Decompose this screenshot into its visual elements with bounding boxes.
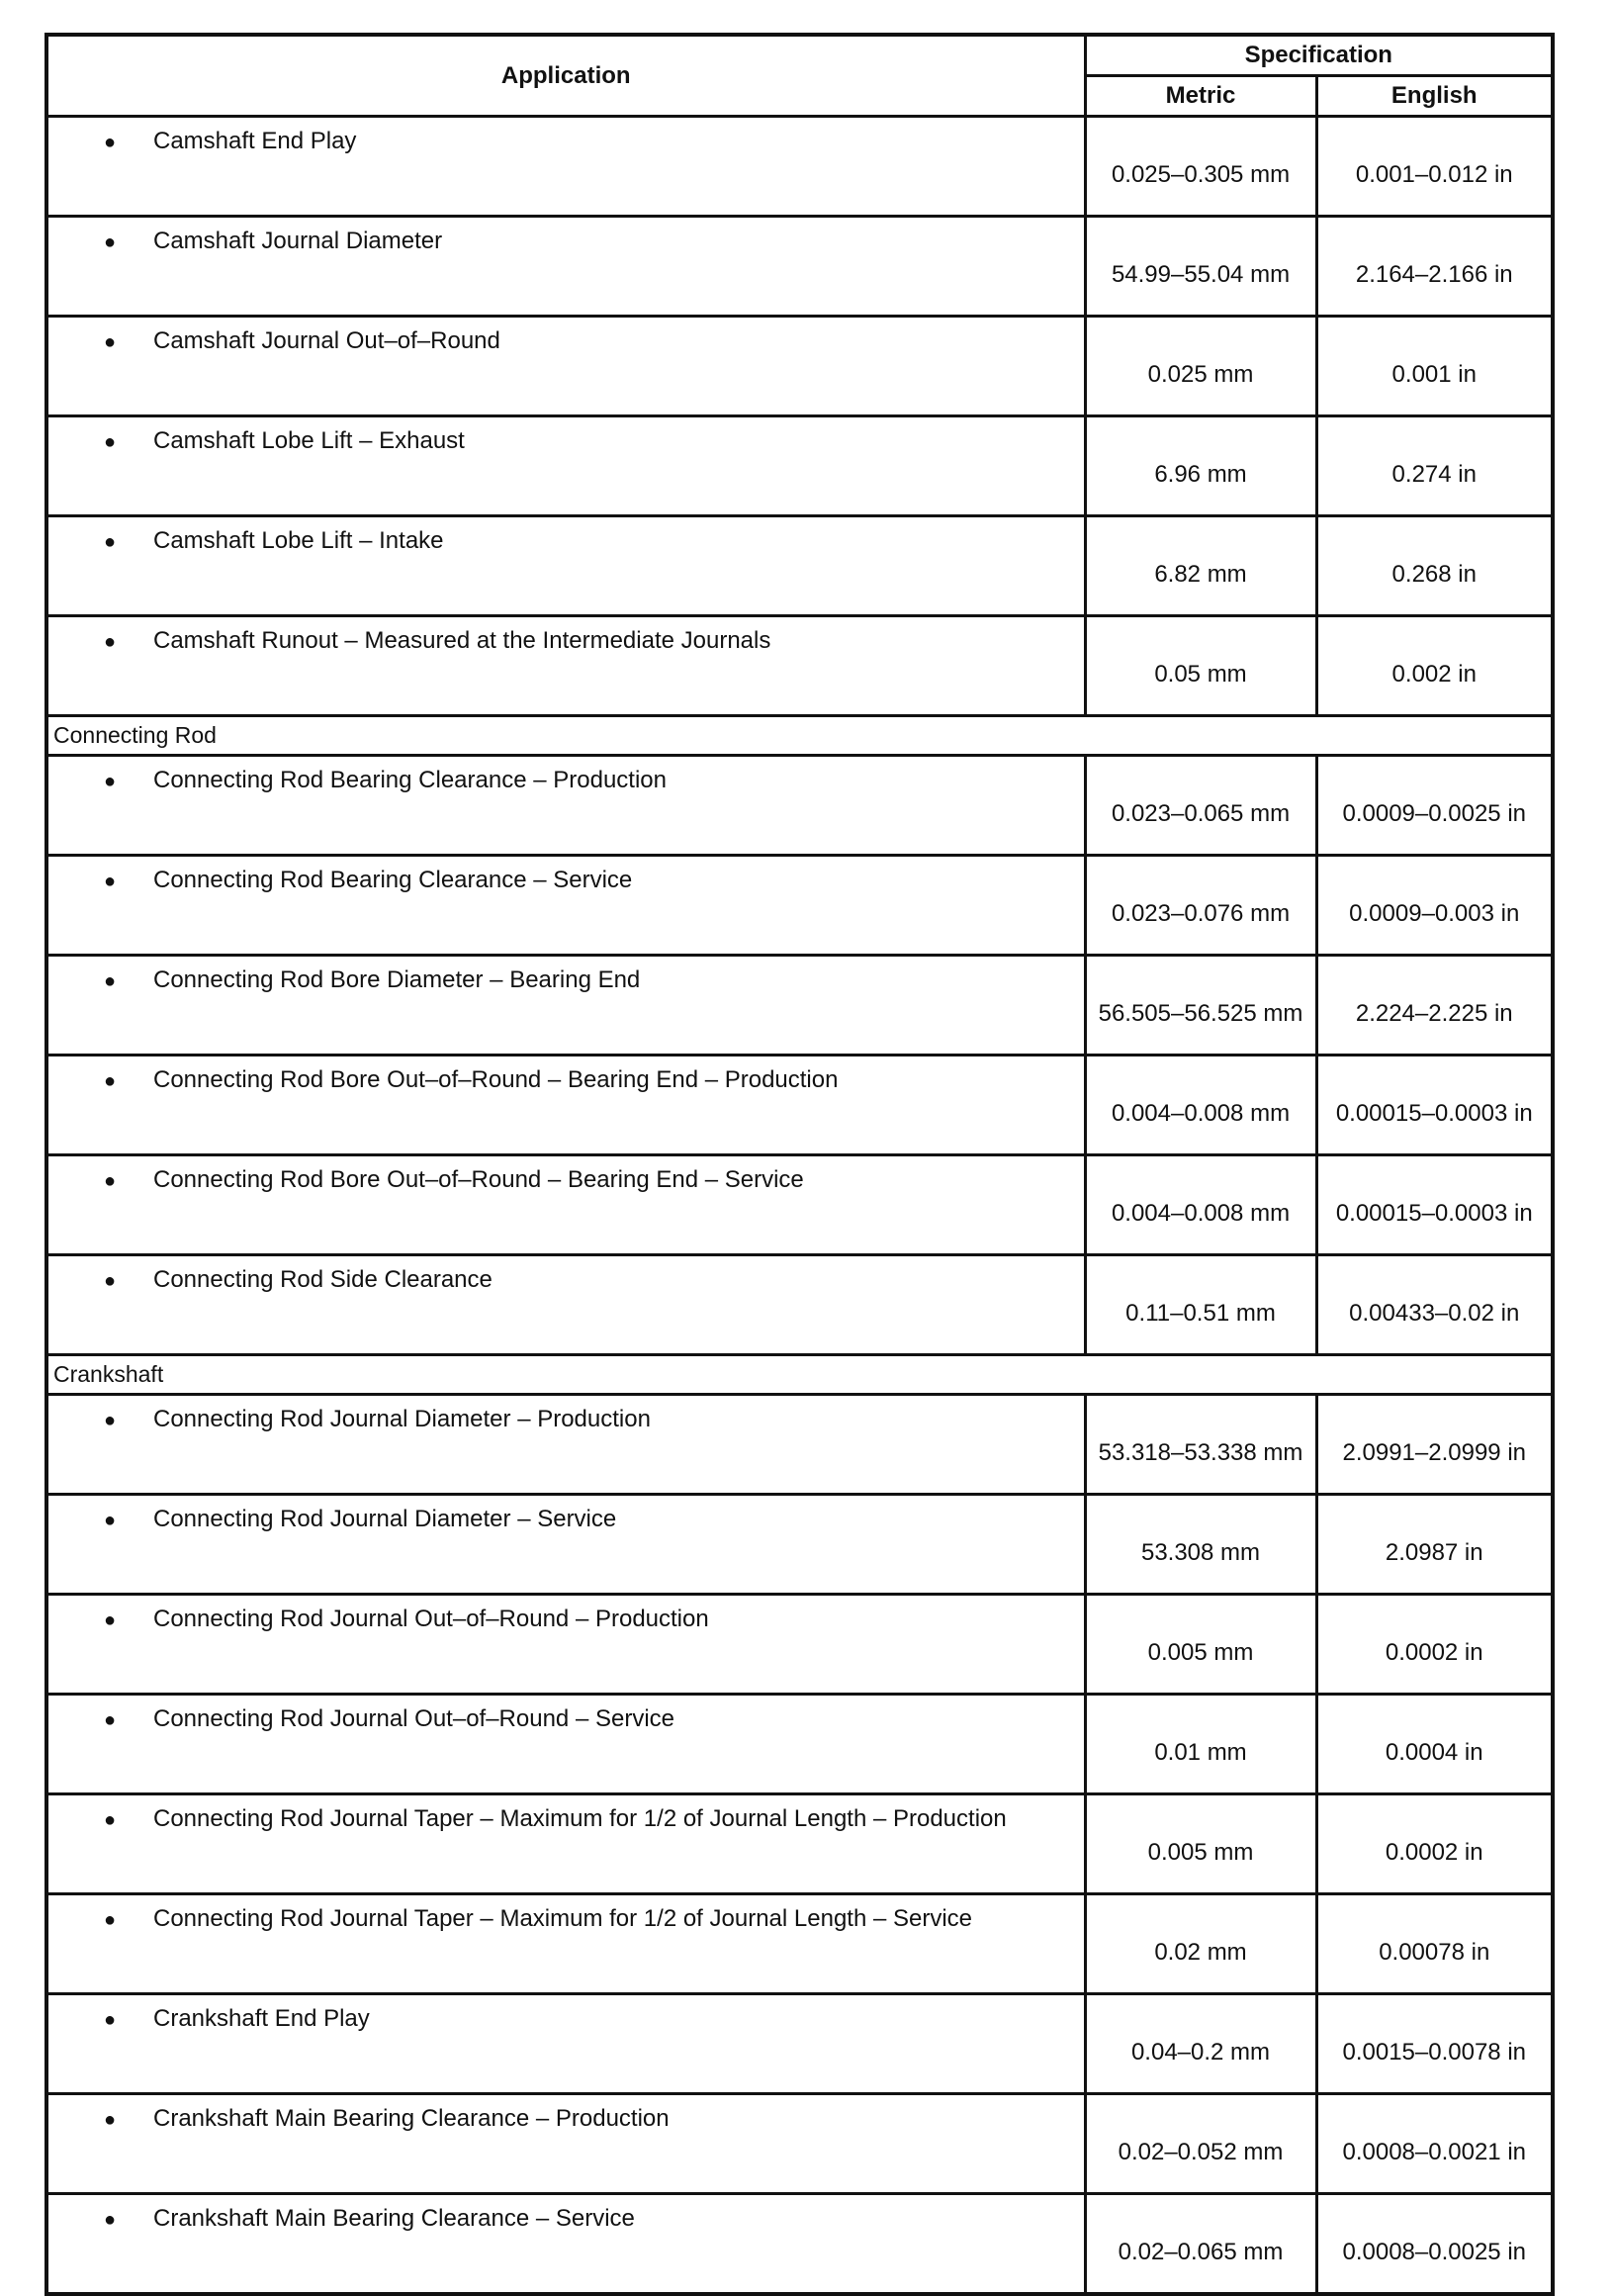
- bullet-icon: ●: [103, 331, 117, 353]
- application-cell: [46, 1255, 1085, 1355]
- application-cell: [46, 1794, 1085, 1894]
- bullet-icon: ●: [103, 1170, 117, 1192]
- table-row: [46, 2094, 1553, 2194]
- table-body: [46, 117, 1553, 2295]
- application-cell: [46, 1695, 1085, 1794]
- metric-value: 0.005 mm: [1085, 1595, 1316, 1695]
- application-label: Camshaft Lobe Lift – Intake: [153, 527, 444, 554]
- application-header: Application: [46, 35, 1085, 117]
- metric-value: 54.99–55.04 mm: [1085, 217, 1316, 317]
- metric-value: 0.04–0.2 mm: [1085, 1994, 1316, 2094]
- metric-value: 6.82 mm: [1085, 516, 1316, 616]
- english-value: 0.274 in: [1316, 416, 1553, 516]
- application-cell: [46, 1056, 1085, 1155]
- table-row: [46, 1395, 1553, 1495]
- application-cell: [46, 2194, 1085, 2295]
- metric-value: 53.318–53.338 mm: [1085, 1395, 1316, 1495]
- specification-header: Specification: [1085, 35, 1553, 76]
- application-cell: [46, 317, 1085, 416]
- bullet-icon: ●: [103, 1609, 117, 1631]
- bullet-icon: ●: [103, 2209, 117, 2231]
- header-row-top: [46, 35, 1553, 76]
- bullet-icon: ●: [103, 1909, 117, 1931]
- metric-value: 0.025–0.305 mm: [1085, 117, 1316, 217]
- application-label: Connecting Rod Journal Diameter – Production: [153, 1406, 651, 1432]
- table-row: [46, 1994, 1553, 2094]
- english-value: 0.0004 in: [1316, 1695, 1553, 1794]
- application-label: Connecting Rod Journal Out–of–Round – Service: [153, 1705, 674, 1732]
- english-value: 0.002 in: [1316, 616, 1553, 716]
- application-cell: [46, 616, 1085, 716]
- bullet-icon: ●: [103, 970, 117, 992]
- bullet-icon: ●: [103, 1510, 117, 1531]
- application-label: Connecting Rod Side Clearance: [153, 1266, 493, 1293]
- application-cell: [46, 1395, 1085, 1495]
- table-row: [46, 1495, 1553, 1595]
- english-value: 2.164–2.166 in: [1316, 217, 1553, 317]
- english-value: 0.0002 in: [1316, 1794, 1553, 1894]
- english-value: 2.0987 in: [1316, 1495, 1553, 1595]
- english-value: 0.0008–0.0021 in: [1316, 2094, 1553, 2194]
- spec-table: [45, 33, 1555, 2296]
- metric-value: 0.023–0.076 mm: [1085, 856, 1316, 956]
- english-value: 0.0015–0.0078 in: [1316, 1994, 1553, 2094]
- application-cell: [46, 756, 1085, 856]
- metric-value: 0.004–0.008 mm: [1085, 1056, 1316, 1155]
- bullet-icon: ●: [103, 1070, 117, 1092]
- metric-value: 0.005 mm: [1085, 1794, 1316, 1894]
- bullet-icon: ●: [103, 2109, 117, 2131]
- metric-value: 56.505–56.525 mm: [1085, 956, 1316, 1056]
- application-label: Camshaft Runout – Measured at the Intermediate Journals: [153, 627, 771, 654]
- application-cell: [46, 956, 1085, 1056]
- application-label: Connecting Rod Bearing Clearance – Production: [153, 767, 667, 793]
- application-label: Connecting Rod Bore Out–of–Round – Bearing End – Production: [153, 1066, 839, 1093]
- table-row: [46, 416, 1553, 516]
- bullet-icon: ●: [103, 231, 117, 253]
- section-row: [46, 1355, 1553, 1395]
- application-cell: [46, 416, 1085, 516]
- application-label: Connecting Rod Journal Taper – Maximum for 1/2 of Journal Length – Service: [153, 1905, 973, 1932]
- application-cell: [46, 1595, 1085, 1695]
- english-value: 2.0991–2.0999 in: [1316, 1395, 1553, 1495]
- english-value: 0.00015–0.0003 in: [1316, 1056, 1553, 1155]
- english-value: 0.268 in: [1316, 516, 1553, 616]
- metric-value: 0.11–0.51 mm: [1085, 1255, 1316, 1355]
- metric-value: 6.96 mm: [1085, 416, 1316, 516]
- metric-value: 0.004–0.008 mm: [1085, 1155, 1316, 1255]
- metric-value: 0.02 mm: [1085, 1894, 1316, 1994]
- table-row: [46, 1155, 1553, 1255]
- bullet-icon: ●: [103, 1410, 117, 1431]
- english-value: 0.00433–0.02 in: [1316, 1255, 1553, 1355]
- application-cell: [46, 1155, 1085, 1255]
- application-label: Camshaft Lobe Lift – Exhaust: [153, 427, 465, 454]
- bullet-icon: ●: [103, 531, 117, 553]
- application-label: Crankshaft End Play: [153, 2005, 370, 2032]
- bullet-icon: ●: [103, 771, 117, 792]
- english-value: 0.00015–0.0003 in: [1316, 1155, 1553, 1255]
- english-value: 0.0009–0.003 in: [1316, 856, 1553, 956]
- application-cell: [46, 856, 1085, 956]
- application-label: Camshaft End Play: [153, 128, 357, 154]
- table-row: [46, 616, 1553, 716]
- bullet-icon: ●: [103, 132, 117, 153]
- bullet-icon: ●: [103, 1809, 117, 1831]
- application-label: Crankshaft Main Bearing Clearance – Production: [153, 2105, 670, 2132]
- table-row: [46, 516, 1553, 616]
- section-title: Connecting Rod: [46, 716, 1553, 756]
- application-cell: [46, 1994, 1085, 2094]
- application-label: Connecting Rod Bore Out–of–Round – Bearing End – Service: [153, 1166, 804, 1193]
- table-row: [46, 217, 1553, 317]
- application-cell: [46, 217, 1085, 317]
- application-cell: [46, 2094, 1085, 2194]
- english-header: English: [1316, 76, 1553, 117]
- table-row: [46, 117, 1553, 217]
- metric-value: 0.023–0.065 mm: [1085, 756, 1316, 856]
- english-value: 0.00078 in: [1316, 1894, 1553, 1994]
- table-row: [46, 1056, 1553, 1155]
- english-value: 0.001 in: [1316, 317, 1553, 416]
- application-label: Camshaft Journal Diameter: [153, 228, 443, 254]
- application-label: Connecting Rod Bearing Clearance – Service: [153, 867, 633, 893]
- english-value: 0.0008–0.0025 in: [1316, 2194, 1553, 2295]
- english-value: 0.001–0.012 in: [1316, 117, 1553, 217]
- english-value: 0.0002 in: [1316, 1595, 1553, 1695]
- application-cell: [46, 117, 1085, 217]
- bullet-icon: ●: [103, 2009, 117, 2031]
- application-cell: [46, 516, 1085, 616]
- bullet-icon: ●: [103, 1709, 117, 1731]
- table-row: [46, 1695, 1553, 1794]
- english-value: 2.224–2.225 in: [1316, 956, 1553, 1056]
- metric-value: 0.01 mm: [1085, 1695, 1316, 1794]
- table-row: [46, 317, 1553, 416]
- table-row: [46, 1255, 1553, 1355]
- table-row: [46, 856, 1553, 956]
- table-row: [46, 2194, 1553, 2295]
- application-label: Connecting Rod Journal Out–of–Round – Production: [153, 1606, 709, 1632]
- bullet-icon: ●: [103, 1270, 117, 1292]
- english-value: 0.0009–0.0025 in: [1316, 756, 1553, 856]
- application-cell: [46, 1495, 1085, 1595]
- bullet-icon: ●: [103, 631, 117, 653]
- metric-header: Metric: [1085, 76, 1316, 117]
- table-row: [46, 756, 1553, 856]
- section-title: Crankshaft: [46, 1355, 1553, 1395]
- metric-value: 0.05 mm: [1085, 616, 1316, 716]
- application-cell: [46, 1894, 1085, 1994]
- table-row: [46, 1595, 1553, 1695]
- metric-value: 0.02–0.052 mm: [1085, 2094, 1316, 2194]
- table-row: [46, 956, 1553, 1056]
- table-row: [46, 1894, 1553, 1994]
- bullet-icon: ●: [103, 871, 117, 892]
- metric-value: 53.308 mm: [1085, 1495, 1316, 1595]
- application-label: Camshaft Journal Out–of–Round: [153, 327, 500, 354]
- section-row: [46, 716, 1553, 756]
- application-label: Connecting Rod Bore Diameter – Bearing End: [153, 966, 641, 993]
- bullet-icon: ●: [103, 431, 117, 453]
- application-label: Connecting Rod Journal Taper – Maximum for 1/2 of Journal Length – Production: [153, 1805, 1007, 1832]
- table-row: [46, 1794, 1553, 1894]
- application-label: Connecting Rod Journal Diameter – Service: [153, 1506, 617, 1532]
- application-label: Crankshaft Main Bearing Clearance – Service: [153, 2205, 635, 2232]
- metric-value: 0.02–0.065 mm: [1085, 2194, 1316, 2295]
- metric-value: 0.025 mm: [1085, 317, 1316, 416]
